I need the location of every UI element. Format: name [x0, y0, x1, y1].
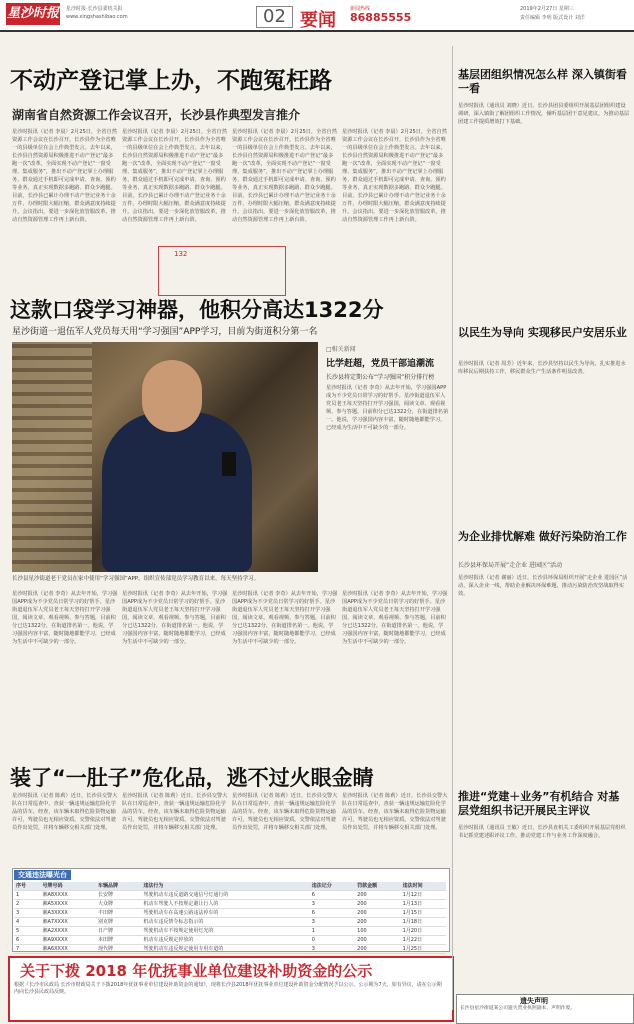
table-row — [14, 945, 446, 954]
table-cell: 200 — [355, 909, 400, 918]
table-cell: 3 — [14, 909, 41, 918]
table-cell: 3 — [310, 900, 355, 909]
table-cell: 机动车违反禁令标志指示的 — [141, 918, 309, 927]
table-cell: 湘A3XXXX — [41, 909, 96, 918]
masthead-website: www.xingshashibao.com — [66, 14, 128, 20]
hotline-number: 86885555 — [350, 11, 412, 24]
story1-body-col3: 星沙时报讯（记者 李晨）2月25日，全省自然资源工作会议在长沙召开，长沙县作为全省唯一的县级单位在会上作典型发言。去年以来，长沙县自然资源局积极推进不动产登记“最多跑一次”改革，全面实现不动产登记“一窗受理、集成服务”，推出不动产登记掌上办理服务，群众通过手机即可完成申请、查询、预约等业务，真正实现数据多跑路、群众少跑腿。目前，长沙县已累计办理不动产登记业务十余万件，办理时限大幅压缩，群众满意度持续提升。会议指出，要进一步深化放管服改革，推动自然资源管理工作再上新台阶。 — [232, 129, 337, 223]
table-cell: 湘A2XXXX — [41, 927, 96, 936]
table-cell: 4 — [14, 918, 41, 927]
table-cell: 湘A6XXXX — [41, 945, 96, 954]
table-cell: 大众牌 — [96, 900, 141, 909]
story3-body-col2: 星沙时报讯（记者 陈莉）近日，长沙县交警大队在日常巡查中，查获一辆违规运输危险化学品的货车。经查，该车辆未取得危险货物运输许可，驾驶员也无相应资质。交警依法对驾驶员作出处罚，并将车辆移交相关部门处理。 — [122, 793, 228, 831]
table-cell: 1月13日 — [401, 900, 446, 909]
table-cell: 湘A7XXXX — [41, 918, 96, 927]
table-cell: 日产牌 — [96, 927, 141, 936]
table-header-cell: 序号 — [14, 882, 41, 891]
story1-body-col4: 星沙时报讯（记者 李晨）2月25日，全省自然资源工作会议在长沙召开，长沙县作为全省唯一的县级单位在会上作典型发言。去年以来，长沙县自然资源局积极推进不动产登记“最多跑一次”改革，全面实现不动产登记“一窗受理、集成服务”，推出不动产登记掌上办理服务，群众通过手机即可完成申请、查询、预约等业务，真正实现数据多跑路、群众少跑腿。目前，长沙县已累计办理不动产登记业务十余万件，办理时限大幅压缩，群众满意度持续提升。会议指出，要进一步深化放管服改革，推动自然资源管理工作再上新台阶。 — [342, 129, 447, 223]
right-story1-title: 基层团组织情况怎么样 深入镇街看一看 — [458, 68, 627, 95]
table-cell: 1 — [14, 891, 41, 900]
table-cell: 200 — [355, 891, 400, 900]
table-cell: 1 — [310, 927, 355, 936]
table-cell: 驾驶机动车违反道路交通信号灯通行的 — [141, 891, 309, 900]
table-header-cell: 违法时间 — [401, 882, 446, 891]
table-cell: 7 — [14, 945, 41, 954]
story1-body-col1: 星沙时报讯（记者 李晨）2月25日，全省自然资源工作会议在长沙召开，长沙县作为全省唯一的县级单位在会上作典型发言。去年以来，长沙县自然资源局积极推进不动产登记“最多跑一次”改革，全面实现不动产登记“一窗受理、集成服务”，推出不动产登记掌上办理服务，群众通过手机即可完成申请、查询、预约等业务，真正实现数据多跑路、群众少跑腿。目前，长沙县已累计办理不动产登记业务十余万件，办理时限大幅压缩，群众满意度持续提升。会议指出，要进一步深化放管服改革，推动自然资源管理工作再上新台阶。 — [12, 129, 117, 223]
story3-body-col1: 星沙时报讯（记者 陈莉）近日，长沙县交警大队在日常巡查中，查获一辆违规运输危险化学品的货车。经查，该车辆未取得危险货物运输许可，驾驶员也无相应资质。交警依法对驾驶员作出处罚，并将车辆移交相关部门处理。 — [12, 793, 118, 831]
table-header-cell: 罚款金额 — [355, 882, 400, 891]
table-row — [14, 891, 446, 900]
masthead-subtitle: 星沙时报·长沙县委机关报 — [66, 6, 123, 12]
related-news-subtitle: 长沙县将定期公布“学习强国”积分排行榜 — [326, 374, 435, 381]
story1-body-col2: 星沙时报讯（记者 李晨）2月25日，全省自然资源工作会议在长沙召开，长沙县作为全省唯一的县级单位在会上作典型发言。去年以来，长沙县自然资源局积极推进不动产登记“最多跑一次”改革，全面实现不动产登记“一窗受理、集成服务”，推出不动产登记掌上办理服务，群众通过手机即可完成申请、查询、预约等业务，真正实现数据多跑路、群众少跑腿。目前，长沙县已累计办理不动产登记业务十余万件，办理时限大幅压缩，群众满意度持续提升。会议指出，要进一步深化放管服改革，推动自然资源管理工作再上新台阶。 — [122, 129, 227, 223]
section-title: 要闻 — [300, 10, 336, 31]
table-cell: 机动车违反规定停放的 — [141, 936, 309, 945]
hotline-label: 新闻热线 — [350, 6, 371, 12]
table-cell: 6 — [14, 936, 41, 945]
table-cell: 1月20日 — [401, 927, 446, 936]
related-news-label: □相关新闻 — [326, 346, 356, 353]
column-divider — [452, 46, 453, 1010]
table-cell: 6 — [310, 909, 355, 918]
table-cell: 1月18日 — [401, 918, 446, 927]
table-cell: 驾驶机动车不按规定使用灯光的 — [141, 927, 309, 936]
table-cell: 200 — [355, 918, 400, 927]
photo-person-head — [142, 360, 202, 432]
public-notice-title: 关于下拨 2018 年优抚事业单位建设补助资金的公示 — [20, 962, 373, 980]
table-cell: 3 — [310, 918, 355, 927]
story3-headline: 装了“一肚子”危化品，逃不过火眼金睛 — [10, 766, 374, 790]
editor-credits: 责任编辑 李明 版式设计 刘洋 — [520, 15, 585, 21]
table-cell: 湘A8XXXX — [41, 891, 96, 900]
story2-subhead: 星沙街道一退伍军人党员每天用“学习强国”APP学习，目前为街道积分第一名 — [12, 327, 318, 337]
table-row — [14, 900, 446, 909]
table-cell: 机动车驾驶人不按规定避让行人的 — [141, 900, 309, 909]
table-cell: 长安牌 — [96, 891, 141, 900]
right-story2-body: 星沙时报讯（记者 周芳）近年来，长沙县坚持以民生为导向，扎实推进水库移民后期扶持工作，移民群众生产生活条件明显改善。 — [458, 361, 626, 375]
story2-body-col4: 星沙时报讯（记者 李奇）从去年开始，学习强国APP成为不少党员日常学习的好帮手。星沙街道退伍军人党员老王每天坚持打开学习强国，阅读文章、观看视频、参与答题，目前积分已达1322分，在街道排名第一。他说，学习强国内容丰富，随时随地都能学习，已经成为生活中不可缺少的一部分。 — [342, 591, 448, 645]
newspaper-logo: 星沙时报 — [6, 3, 60, 25]
right-story1-body: 星沙时报讯（通讯员 刘晓）近日，长沙县团县委组织开展基层团组织建设调研，深入镇街了解团组织工作情况，倾听基层团干意见建议，为推动基层团建工作提质增效打下基础。 — [458, 103, 630, 125]
table-cell: 100 — [355, 927, 400, 936]
story1-subhead: 湖南省自然资源工作会议召开，长沙县作典型发言推介 — [12, 108, 301, 122]
table-cell: 200 — [355, 945, 400, 954]
table-cell: 驾驶机动车在高速公路违法停车的 — [141, 909, 309, 918]
table-row — [14, 927, 446, 936]
right-story3-title: 为企业排忧解难 做好污染防治工作 — [458, 530, 627, 543]
table-row — [14, 936, 446, 945]
photo-bookshelf — [12, 342, 92, 572]
story2-body-col2: 星沙时报讯（记者 李奇）从去年开始，学习强国APP成为不少党员日常学习的好帮手。星沙街道退伍军人党员老王每天坚持打开学习强国，阅读文章、观看视频、参与答题，目前积分已达1322分，在街道排名第一。他说，学习强国内容丰富，随时随地都能学习，已经成为生活中不可缺少的一部分。 — [122, 591, 228, 645]
related-news-body: 星沙时报讯（记者 李奇）从去年开始，学习强国APP成为不少党员日常学习的好帮手。星沙街道退伍军人党员老王每天坚持打开学习强国，阅读文章、观看视频、参与答题，目前积分已达1322分，在街道排名第一。他说，学习强国内容丰富，随时随地都能学习，已经成为生活中不可缺少的一部分。 — [326, 385, 449, 431]
table-cell: 别克牌 — [96, 918, 141, 927]
table-cell: 湘A5XXXX — [41, 900, 96, 909]
table-cell: 5 — [14, 927, 41, 936]
table-cell: 200 — [355, 936, 400, 945]
violation-table-title: 交通违法曝光台 — [14, 870, 71, 880]
table-cell: 2 — [14, 900, 41, 909]
table-cell: 3 — [310, 945, 355, 954]
photo-caption: 长沙县星沙街道老干党员在家中使用“学习强国”APP，组织宣传部党员学习教育以来，每天坚持学习。 — [12, 576, 260, 582]
right-story3-body: 星沙时报讯（记者 谢丽）近日，长沙县环保局组织开展“走企业 进园区”活动，深入企业一线，帮助企业解决环保难题，推动污染防治攻坚战取得实效。 — [458, 575, 628, 597]
table-row — [14, 909, 446, 918]
table-cell: 200 — [355, 900, 400, 909]
right-story2-title: 以民生为导向 实现移民户安居乐业 — [458, 326, 627, 339]
public-notice-body: 根据《长沙市民政局 长沙市财政局关于下拨2018年优抚事业单位建设补助资金的通知》，现将长沙县2018年优抚事业单位建设补助资金分配情况予以公示。公示期为7天，如有异议，请在公示期内向长沙县民政局反映。 — [14, 982, 442, 995]
story2-body-col3: 星沙时报讯（记者 李奇）从去年开始，学习强国APP成为不少党员日常学习的好帮手。星沙街道退伍军人党员老王每天坚持打开学习强国，阅读文章、观看视频、参与答题，目前积分已达1322分，在街道排名第一。他说，学习强国内容丰富，随时随地都能学习，已经成为生活中不可缺少的一部分。 — [232, 591, 338, 645]
table-cell: 1月15日 — [401, 909, 446, 918]
photo-phone — [222, 452, 236, 476]
table-header-cell: 车辆品牌 — [96, 882, 141, 891]
story2-headline: 这款口袋学习神器，他积分高达1322分 — [10, 298, 384, 322]
table-header-cell: 违法记分 — [310, 882, 355, 891]
table-cell: 湘A9XXXX — [41, 936, 96, 945]
right-story3-subtitle: 长沙县环保局开展“走企业 进园区”活动 — [458, 562, 563, 569]
table-cell: 1月25日 — [401, 945, 446, 954]
table-cell: 本田牌 — [96, 936, 141, 945]
right-story4-title: 推进“党建＋业务”有机结合 对基层党组织书记开展民主评议 — [458, 790, 620, 817]
table-cell: 丰田牌 — [96, 909, 141, 918]
lost-notice-title: 遗失声明 — [520, 997, 548, 1005]
page-marker-number: 132 — [174, 250, 188, 258]
table-cell: 6 — [310, 891, 355, 900]
issue-date: 2019年2月27日 星期三 — [520, 6, 574, 12]
story1-headline: 不动产登记掌上办，不跑冤枉路 — [10, 68, 332, 94]
story3-body-col4: 星沙时报讯（记者 陈莉）近日，长沙县交警大队在日常巡查中，查获一辆违规运输危险化学品的货车。经查，该车辆未取得危险货物运输许可，驾驶员也无相应资质。交警依法对驾驶员作出处罚，并将车辆移交相关部门处理。 — [342, 793, 448, 831]
violation-table — [14, 882, 446, 954]
right-story4-body: 星沙时报讯（通讯员 王敏）近日，长沙县直机关工委组织开展基层党组织书记抓党建述职评议工作，推动党建工作与业务工作深度融合。 — [458, 825, 626, 839]
table-cell: 现代牌 — [96, 945, 141, 954]
table-cell: 0 — [310, 936, 355, 945]
table-cell: 驾驶机动车违反规定使用专用车道的 — [141, 945, 309, 954]
lost-notice-body: 长沙县星沙街道某公司遗失营业执照副本，声明作废。 — [460, 1006, 576, 1011]
table-header-cell: 违法行为 — [141, 882, 309, 891]
table-row — [14, 918, 446, 927]
related-news-title: 比学赶超，党员干部追潮流 — [326, 359, 435, 369]
table-cell: 1月22日 — [401, 936, 446, 945]
table-header-cell: 号牌号码 — [41, 882, 96, 891]
story3-body-col3: 星沙时报讯（记者 陈莉）近日，长沙县交警大队在日常巡查中，查获一辆违规运输危险化学品的货车。经查，该车辆未取得危险货物运输许可，驾驶员也无相应资质。交警依法对驾驶员作出处罚，并将车辆移交相关部门处理。 — [232, 793, 338, 831]
photo-person-body — [102, 412, 252, 572]
story2-body-col1: 星沙时报讯（记者 李奇）从去年开始，学习强国APP成为不少党员日常学习的好帮手。星沙街道退伍军人党员老王每天坚持打开学习强国，阅读文章、观看视频、参与答题，目前积分已达1322分，在街道排名第一。他说，学习强国内容丰富，随时随地都能学习，已经成为生活中不可缺少的一部分。 — [12, 591, 118, 645]
page-number: 02 — [256, 6, 293, 28]
table-header-row — [14, 882, 446, 891]
story-photo — [12, 342, 318, 572]
table-cell: 1月12日 — [401, 891, 446, 900]
